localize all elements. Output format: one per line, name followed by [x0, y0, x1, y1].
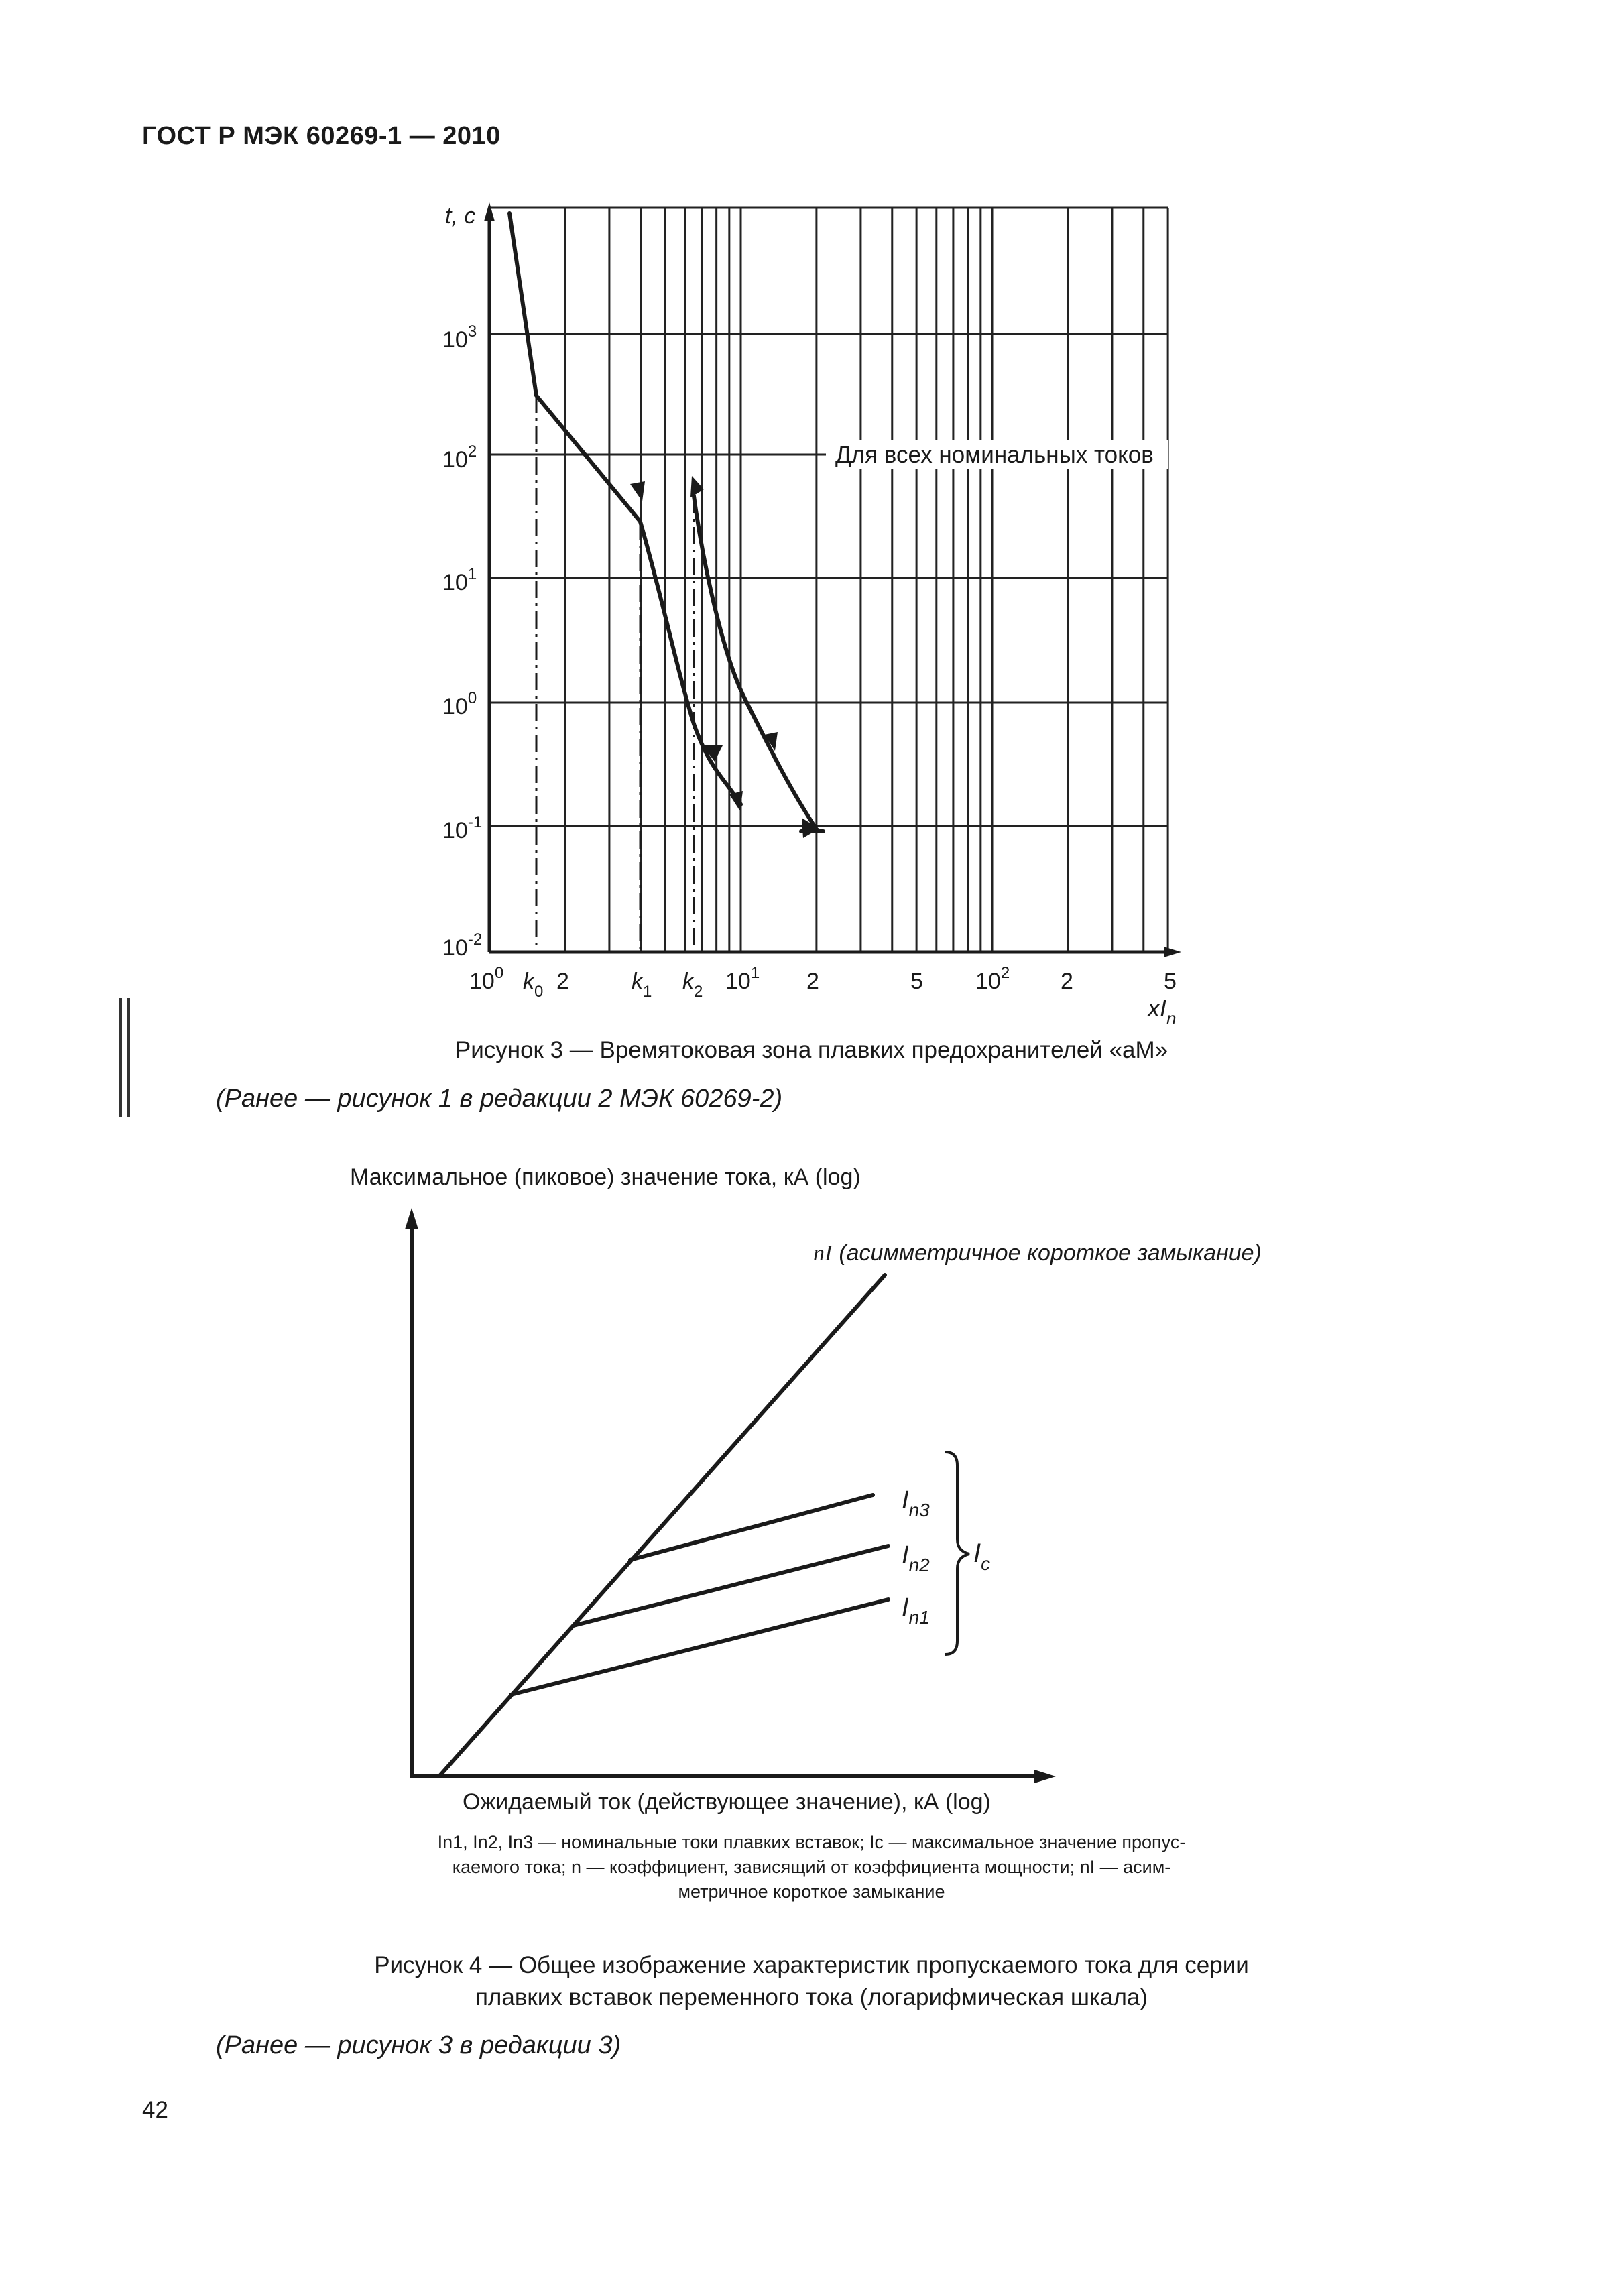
y-tick-1e2: $10^2$: [442, 442, 477, 473]
legend-line-1: In1, In2, In3 — номинальные токи плавких вставок; Ic — максимальное значение пропус-: [437, 1832, 1186, 1852]
x-tick-k2: $k_2$: [682, 969, 703, 1001]
page-number: 42: [142, 2097, 168, 2123]
fig3-frame: [489, 208, 1175, 952]
y-tick-1e1: $10^1$: [442, 565, 477, 595]
x-tick-1e1: $10^1$: [725, 964, 760, 994]
In2-label: $I_{n2}$: [902, 1541, 930, 1575]
In2-line: [573, 1546, 888, 1626]
x-tick-5b: 5: [1164, 969, 1177, 994]
x-axis-label: $xI_n$: [1148, 994, 1177, 1028]
fig3-y-arrow: [484, 202, 495, 221]
y-tick-1e-2: $10^{-2}$: [442, 930, 483, 961]
Ic-brace: [945, 1452, 969, 1654]
x-tick-2c: 2: [1061, 969, 1073, 994]
figure4-caption-line-2: плавких вставок переменного тока (логарифмическая шкала): [475, 1984, 1148, 2010]
annotation-text: Для всех номинальных токов: [835, 442, 1154, 468]
x-tick-1e0: $10^0$: [469, 964, 504, 994]
y-tick-1e-1: $10^{-1}$: [442, 813, 483, 843]
fig3-upper-curve: [694, 496, 818, 831]
fig4-x-axis-label: Ожидаемый ток (действующее значение), кА (log): [463, 1789, 991, 1815]
figure3-previous: (Ранее — рисунок 1 в редакции 2 МЭК 60269-2): [216, 1085, 783, 1113]
In1-line: [511, 1599, 888, 1695]
legend-line-2: каемого тока; n — коэффициент, зависящий от коэффициента мощности; nI — асим-: [452, 1857, 1171, 1877]
fig4-y-arrow: [405, 1208, 418, 1229]
nI-label: nI (асимметричное короткое замыкание): [813, 1240, 1262, 1266]
x-tick-k1: $k_1$: [632, 969, 652, 1001]
fig4-legend: [255, 1830, 1368, 1905]
y-axis-label: t, с: [445, 203, 476, 229]
fig3-lower-curve: [640, 522, 741, 804]
Ic-label: $I_c$: [973, 1538, 991, 1574]
fig3-grid: [489, 208, 1168, 952]
fig4-y-axis-label: Максимальное (пиковое) значение тока, кА (log): [350, 1164, 861, 1190]
In3-label: $I_{n3}$: [902, 1486, 930, 1520]
y-tick-1e0: $10^0$: [442, 689, 477, 719]
fig3-lower-curve-top: [509, 213, 640, 522]
figure-4-chart: [0, 1193, 1623, 1817]
x-tick-k0: $k_0$: [523, 969, 544, 1001]
fig4-x-arrow: [1034, 1770, 1056, 1783]
document-header: ГОСТ Р МЭК 60269-1 — 2010: [142, 122, 501, 150]
fig3-x-arrow: [1164, 947, 1181, 957]
x-tick-5a: 5: [910, 969, 923, 994]
fig3-marker-1: [630, 481, 645, 501]
x-tick-1e2: $10^2$: [975, 964, 1010, 994]
nI-line: [439, 1275, 885, 1776]
figure4-previous: (Ранее — рисунок 3 в редакции 3): [216, 2031, 621, 2059]
figure-3-chart: [0, 0, 1623, 1046]
In1-label: $I_{n1}$: [902, 1593, 930, 1628]
In3-line: [630, 1495, 873, 1560]
figure4-caption: [0, 1949, 1623, 2014]
x-tick-2b: 2: [806, 969, 819, 994]
figure4-caption-line-1: Рисунок 4 — Общее изображение характеристик пропускаемого тока для серии: [374, 1952, 1249, 1978]
y-tick-1e3: $10^3$: [442, 322, 477, 353]
x-tick-2a: 2: [556, 969, 569, 994]
figure3-caption: Рисунок 3 — Времятоковая зона плавких предохранителей «aM»: [455, 1037, 1168, 1063]
legend-line-3: метричное короткое замыкание: [678, 1882, 945, 1902]
